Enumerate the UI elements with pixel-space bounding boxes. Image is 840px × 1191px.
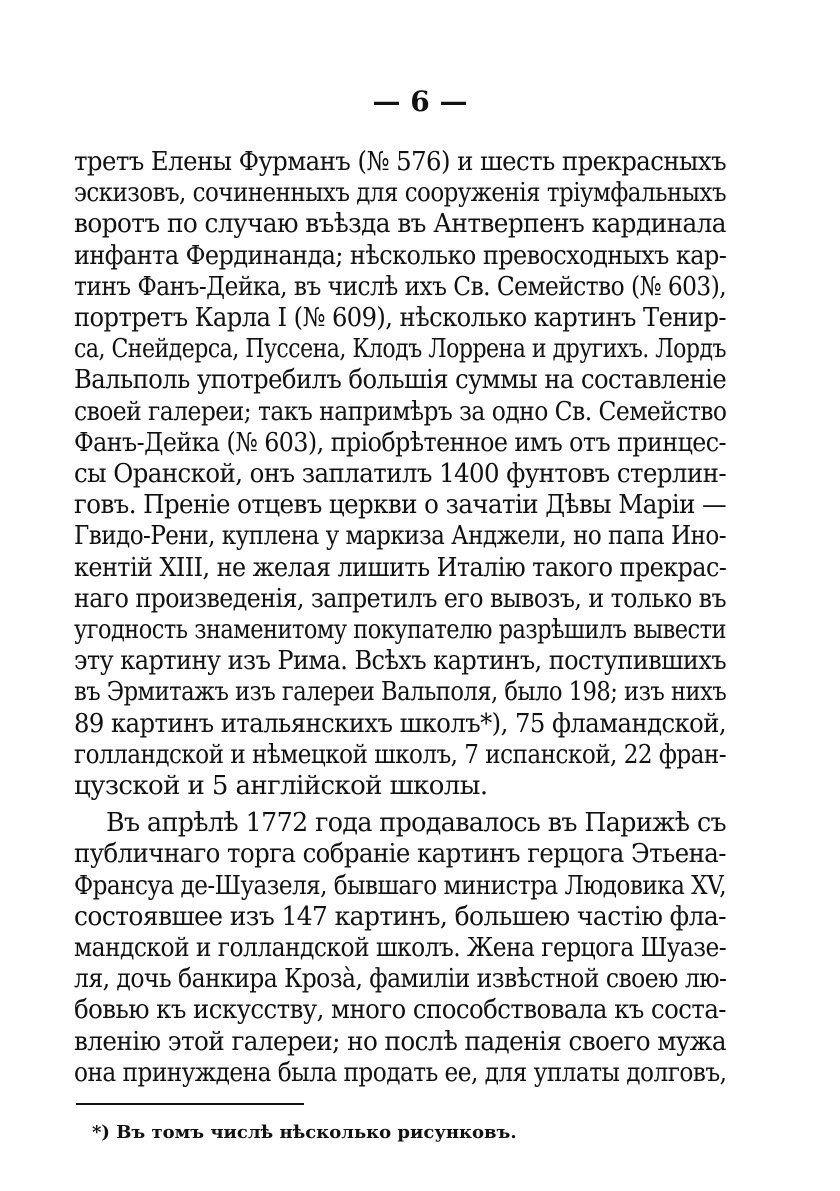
text-line: 89 картинъ итальянскихъ школъ*), 75 фламандской,	[74, 708, 727, 739]
text-line: эту картину изъ Рима. Всѣхъ картинъ, поступившихъ	[74, 646, 727, 677]
text-line: публичнаго торга собраніе картинъ герцога Этьена-	[74, 839, 726, 870]
text-line: голландской и нѣмецкой школъ, 7 испанской, 22 фран-	[74, 739, 727, 770]
text-line: са, Снейдерса, Пуссена, Клодъ Лоррена и другихъ. Лордъ	[74, 334, 727, 365]
text-line: Вальполь употребилъ большія суммы на составленіе	[74, 365, 727, 396]
paragraph-first-line: Въ апрѣлѣ 1772 года продавалось въ Парижѣ съ	[106, 808, 727, 839]
text-line: эскизовъ, сочиненныхъ для сооруженія тріумфальныхъ	[74, 178, 727, 209]
text-line: она принуждена была продать ее, для уплаты долговъ,	[74, 1057, 727, 1088]
text-line: угодность знаменитому покупателю разрѣшилъ вывести	[74, 615, 726, 645]
text-line: портретъ Карла I (№ 609), нѣсколько картинъ Тенир-	[74, 303, 727, 333]
text-line: говъ. Преніе отцевъ церкви о зачатіи Дѣвы Маріи —	[74, 490, 727, 521]
text-line: Фанъ-Дейка (№ 603), пріобрѣтенное имъ отъ принцес-	[74, 427, 727, 458]
footnote: *) Въ томъ числѣ нѣсколько рисунковъ.	[92, 1121, 517, 1143]
text-line: Гвидо-Рени, куплена у маркиза Анджели, но папа Ино-	[74, 521, 727, 552]
text-line: цузской и 5 англійской школы.	[74, 771, 488, 801]
text-line: состоявшее изъ 147 картинъ, большею частію фла-	[74, 901, 727, 932]
footnote-divider	[76, 1103, 304, 1105]
text-line: вленію этой галереи; но послѣ паденія своего мужа	[74, 1026, 727, 1057]
text-line: въ Эрмитажъ изъ галереи Вальполя, было 198; изъ нихъ	[74, 677, 727, 708]
text-line: наго произведенія, запретилъ его вывозъ, и только въ	[74, 583, 726, 614]
text-line: кентій XIII, не желая лишить Италію такого прекрас-	[74, 552, 727, 583]
text-line: ля, дочь банкира Крозà, фамиліи извѣстной своею лю-	[74, 964, 727, 995]
text-line: сы Оранской, онъ заплатилъ 1400 фунтовъ стерлин-	[74, 459, 727, 489]
text-line: мандской и голландской школъ. Жена герцога Шуазе-	[74, 933, 727, 963]
text-line: тинъ Фанъ-Дейка, въ числѣ ихъ Св. Семейство (№ 603),	[74, 271, 727, 302]
text-line: инфанта Фердинанда; нѣсколько превосходныхъ кар-	[74, 240, 727, 271]
text-line: своей галереи; такъ напримѣръ за одно Св. Семейство	[74, 396, 727, 427]
text-line: третъ Елены Фурманъ (№ 576) и шесть прекрасныхъ	[74, 147, 727, 177]
text-line: воротъ по случаю въѣзда въ Антверпенъ кардинала	[74, 209, 726, 240]
text-line: бовью къ искусству, много способствовала къ соста-	[74, 995, 727, 1026]
page-number: — 6 —	[372, 85, 468, 118]
text-line: Франсуа де-Шуазеля, бывшаго министра Людовика XV,	[74, 870, 727, 901]
